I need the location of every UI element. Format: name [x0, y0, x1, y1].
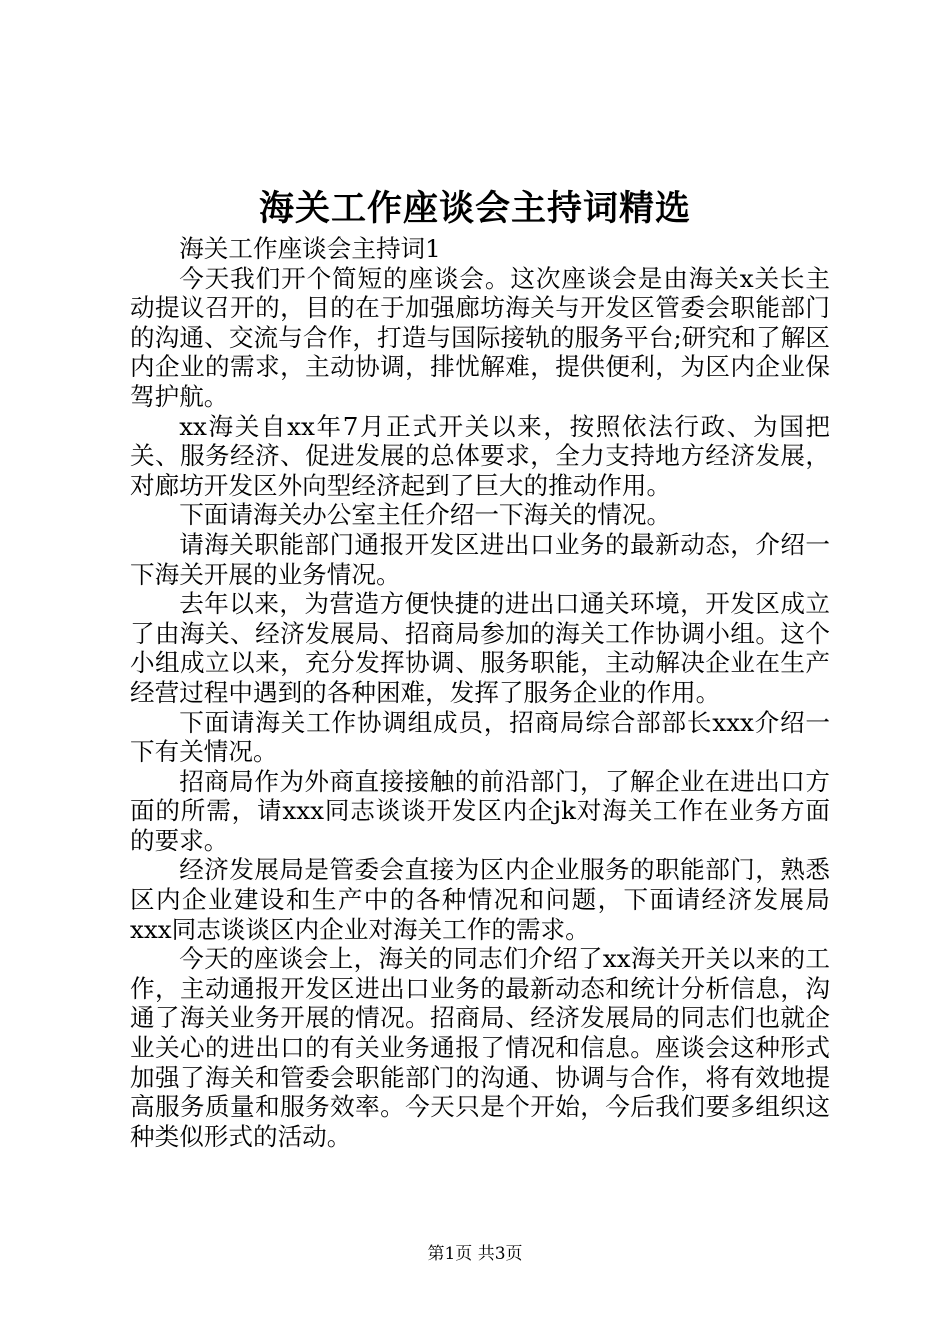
paragraph: 下面请海关工作协调组成员，招商局综合部部长xxx介绍一下有关情况。 — [130, 707, 830, 767]
paragraph: xx海关自xx年7月正式开关以来，按照依法行政、为国把关、服务经济、促进发展的总体要求，全力支持地方经济发展，对廊坊开发区外向型经济起到了巨大的推动作用。 — [130, 411, 830, 500]
paragraph: 下面请海关办公室主任介绍一下海关的情况。 — [179, 500, 672, 530]
paragraph: 招商局作为外商直接接触的前沿部门，了解企业在进出口方面的所需，请xxx同志谈谈开发区内企jk对海关工作在业务方面的要求。 — [130, 766, 830, 855]
page-number-footer: 第1页 共3页 — [427, 1244, 523, 1264]
paragraph: 今天的座谈会上，海关的同志们介绍了xx海关开关以来的工作，主动通报开发区进出口业务的最新动态和统计分析信息，沟通了海关业务开展的情况。招商局、经济发展局的同志们也就企业关心的进出口的有关业务通报了情况和信息。座谈会这种形式加强了海关和管委会职能部门的沟通、协调与合作，将有效地提高服务质量和服务效率。今天只是个开始，今后我们要多组织这种类似形式的活动。 — [130, 944, 830, 1151]
paragraph: 今天我们开个简短的座谈会。这次座谈会是由海关x关长主动提议召开的，目的在于加强廊坊海关与开发区管委会职能部门的沟通、交流与合作，打造与国际接轨的服务平台;研究和了解区内企业的需求，主动协调，排忧解难，提供便利，为区内企业保驾护航。 — [130, 263, 830, 411]
document-body — [130, 234, 830, 1151]
section-subtitle: 海关工作座谈会主持词1 — [179, 234, 441, 263]
paragraph: 请海关职能部门通报开发区进出口业务的最新动态，介绍一下海关开展的业务情况。 — [130, 529, 830, 589]
paragraph: 去年以来，为营造方便快捷的进出口通关环境，开发区成立了由海关、经济发展局、招商局参加的海关工作协调小组。这个小组成立以来，充分发挥协调、服务职能，主动解决企业在生产经营过程中遇到的各种困难，发挥了服务企业的作用。 — [130, 589, 830, 707]
document-title: 海关工作座谈会主持词精选 — [258, 188, 691, 229]
paragraph: 经济发展局是管委会直接为区内企业服务的职能部门，熟悉区内企业建设和生产中的各种情况和问题，下面请经济发展局xxx同志谈谈区内企业对海关工作的需求。 — [130, 855, 830, 944]
